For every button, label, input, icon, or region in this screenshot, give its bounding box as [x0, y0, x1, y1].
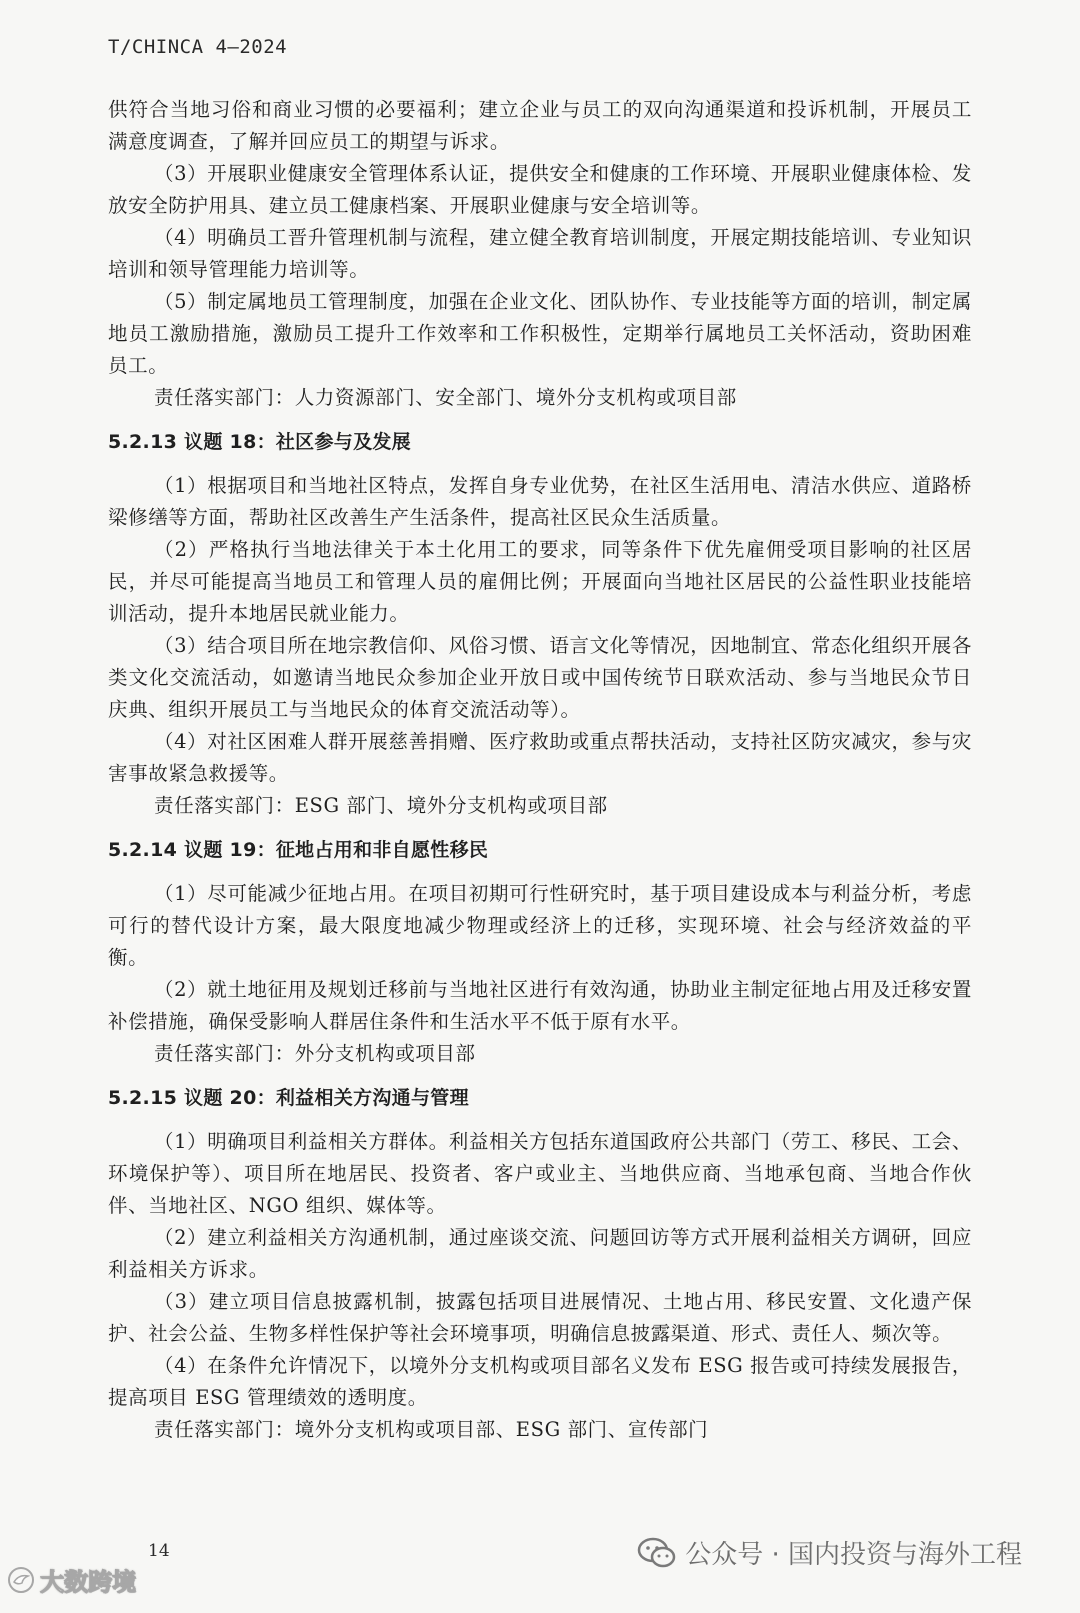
- responsibility-line: 责任落实部门：人力资源部门、安全部门、境外分支机构或项目部: [154, 386, 737, 409]
- paragraph-item-2: （2）就土地征用及规划迁移前与当地社区进行有效沟通，协助业主制定征地占用及迁移安置补偿措施，确保受影响人群居住条件和生活水平不低于原有水平。: [108, 978, 972, 1033]
- paragraph-item-4: （4）明确员工晋升管理机制与流程，建立健全教育培训制度，开展定期技能培训、专业知识培训和领导管理能力培训等。: [108, 226, 972, 281]
- watermark-right: [637, 1534, 1022, 1571]
- paragraph-item-1: （1）尽可能减少征地占用。在项目初期可行性研究时，基于项目建设成本与利益分析，考虑可行的替代设计方案，最大限度地减少物理或经济上的迁移，实现环境、社会与经济效益的平衡。: [108, 882, 972, 969]
- page-number: 14: [148, 1541, 170, 1561]
- paragraph-item-1: （1）明确项目利益相关方群体。利益相关方包括东道国政府公共部门（劳工、移民、工会、环境保护等）、项目所在地居民、投资者、客户或业主、当地供应商、当地承包商、当地合作伙伴、当地社区、NGO 组织、媒体等。: [108, 1130, 972, 1217]
- paragraph-item-5: （5）制定属地员工管理制度，加强在企业文化、团队协作、专业技能等方面的培训，制定属地员工激励措施，激励员工提升工作效率和工作积极性，定期举行属地员工关怀活动，资助困难员工。: [108, 290, 972, 377]
- section-heading-5-2-13: 5.2.13 议题 18：社区参与及发展: [108, 431, 411, 453]
- watermark-left: [6, 1562, 136, 1597]
- watermark-left-text: 大数跨境: [40, 1568, 136, 1596]
- paragraph-item-4: （4）在条件允许情况下，以境外分支机构或项目部名义发布 ESG 报告或可持续发展报告，提高项目 ESG 管理绩效的透明度。: [108, 1354, 972, 1409]
- responsibility-line: 责任落实部门：ESG 部门、境外分支机构或项目部: [154, 794, 608, 817]
- section-heading-5-2-15: 5.2.15 议题 20：利益相关方沟通与管理: [108, 1087, 469, 1109]
- paragraph-item-3: （3）结合项目所在地宗教信仰、风俗习惯、语言文化等情况，因地制宜、常态化组织开展各类文化交流活动，如邀请当地民众参加企业开放日或中国传统节日联欢活动、参与当地民众节日庆典、组织开展员工与当地民众的体育交流活动等）。: [108, 634, 972, 721]
- responsibility-line: 责任落实部门：外分支机构或项目部: [154, 1042, 476, 1065]
- bird-logo-icon: [6, 1565, 36, 1595]
- document-body: [108, 94, 972, 1446]
- responsibility-line: 责任落实部门：境外分支机构或项目部、ESG 部门、宣传部门: [154, 1418, 709, 1441]
- paragraph-item-3: （3）开展职业健康安全管理体系认证，提供安全和健康的工作环境、开展职业健康体检、发放安全防护用具、建立员工健康档案、开展职业健康与安全培训等。: [108, 162, 972, 217]
- section-heading-5-2-14: 5.2.14 议题 19：征地占用和非自愿性移民: [108, 839, 489, 861]
- paragraph-continued: 供符合当地习俗和商业习惯的必要福利；建立企业与员工的双向沟通渠道和投诉机制，开展员工满意度调查，了解并回应员工的期望与诉求。: [108, 98, 972, 153]
- wechat-icon: [637, 1536, 677, 1570]
- paragraph-item-2: （2）严格执行当地法律关于本土化用工的要求，同等条件下优先雇佣受项目影响的社区居民，并尽可能提高当地员工和管理人员的雇佣比例；开展面向当地社区居民的公益性职业技能培训活动，提升本地居民就业能力。: [108, 538, 972, 625]
- document-code: T/CHINCA 4—2024: [108, 36, 288, 58]
- paragraph-item-3: （3）建立项目信息披露机制，披露包括项目进展情况、土地占用、移民安置、文化遗产保护、社会公益、生物多样性保护等社会环境事项，明确信息披露渠道、形式、责任人、频次等。: [108, 1290, 972, 1345]
- paragraph-item-1: （1）根据项目和当地社区特点，发挥自身专业优势，在社区生活用电、清洁水供应、道路桥梁修缮等方面，帮助社区改善生产生活条件，提高社区民众生活质量。: [108, 474, 972, 529]
- paragraph-item-2: （2）建立利益相关方沟通机制，通过座谈交流、问题回访等方式开展利益相关方调研，回应利益相关方诉求。: [108, 1226, 972, 1281]
- watermark-right-text: 公众号 · 国内投资与海外工程: [685, 1540, 1022, 1570]
- paragraph-item-4: （4）对社区困难人群开展慈善捐赠、医疗救助或重点帮扶活动，支持社区防灾减灾，参与灾害事故紧急救援等。: [108, 730, 972, 785]
